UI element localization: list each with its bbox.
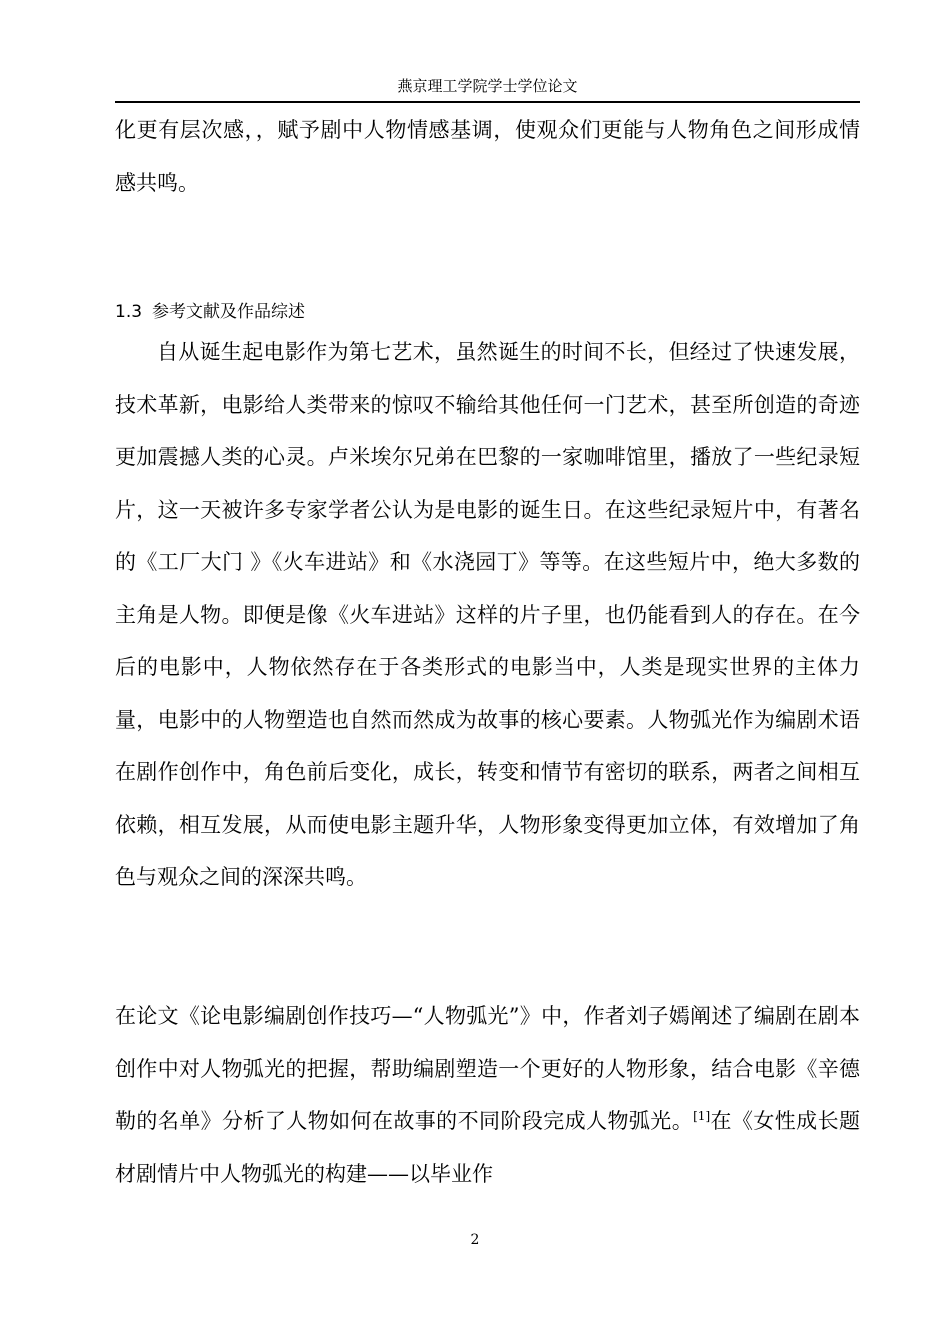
- paragraph-film-history: 自从诞生起电影作为第七艺术，虽然诞生的时间不长，但经过了快速发展，技术革新，电影给人类带来的惊叹不输给其他任何一门艺术，甚至所创造的奇迹更加震撼人类的心灵。卢米埃尔兄弟在巴黎的一家咖啡馆里，播放了一些纪录短片，这一天被许多专家学者公认为是电影的诞生日。在这些纪录短片中，有著名的《工厂大门 》《火车进站》和《水浇园丁》等等。在这些短片中，绝大多数的主角是人物。即便是像《火车进站》这样的片子里，也仍能看到人的存在。在今后的电影中，人物依然存在于各类形式的电影当中，人类是现实世界的主体力量，电影中的人物塑造也自然而然成为故事的核心要素。人物弧光作为编剧术语在剧作创作中，角色前后变化，成长，转变和情节有密切的联系，两者之间相互依赖，相互发展，从而使电影主题升华，人物形象变得更加立体，有效增加了角色与观众之间的深深共鸣。: [115, 340, 860, 889]
- citation-marker[interactable]: [1]: [693, 1109, 711, 1123]
- paragraph-literature-review: [115, 990, 860, 1200]
- paragraph-continuation: 化更有层次感，，赋予剧中人物情感基调，使观众们更能与人物角色之间形成情感共鸣。: [115, 118, 860, 195]
- header-rule: [115, 101, 860, 103]
- page-number: 2: [470, 1232, 480, 1248]
- section-heading: [115, 300, 860, 324]
- paragraph-text: 在论文《论电影编剧创作技巧—“人物弧光”》中，作者刘子嫣阐述了编剧在剧本创作中对人物弧光的把握，帮助编剧塑造一个更好的人物形象，结合电影《辛德勒的名单》分析了人物如何在故事的不同阶段完成人物弧光。: [115, 1004, 860, 1133]
- section-number: 1.3: [115, 302, 143, 322]
- section-title: 参考文献及作品综述: [152, 302, 306, 322]
- page-header-title: 燕京理工学院学士学位论文: [397, 77, 578, 95]
- paragraph-text-continued: 在《女性成长题材剧情片中人物弧光的构建——以毕业作: [115, 1109, 861, 1186]
